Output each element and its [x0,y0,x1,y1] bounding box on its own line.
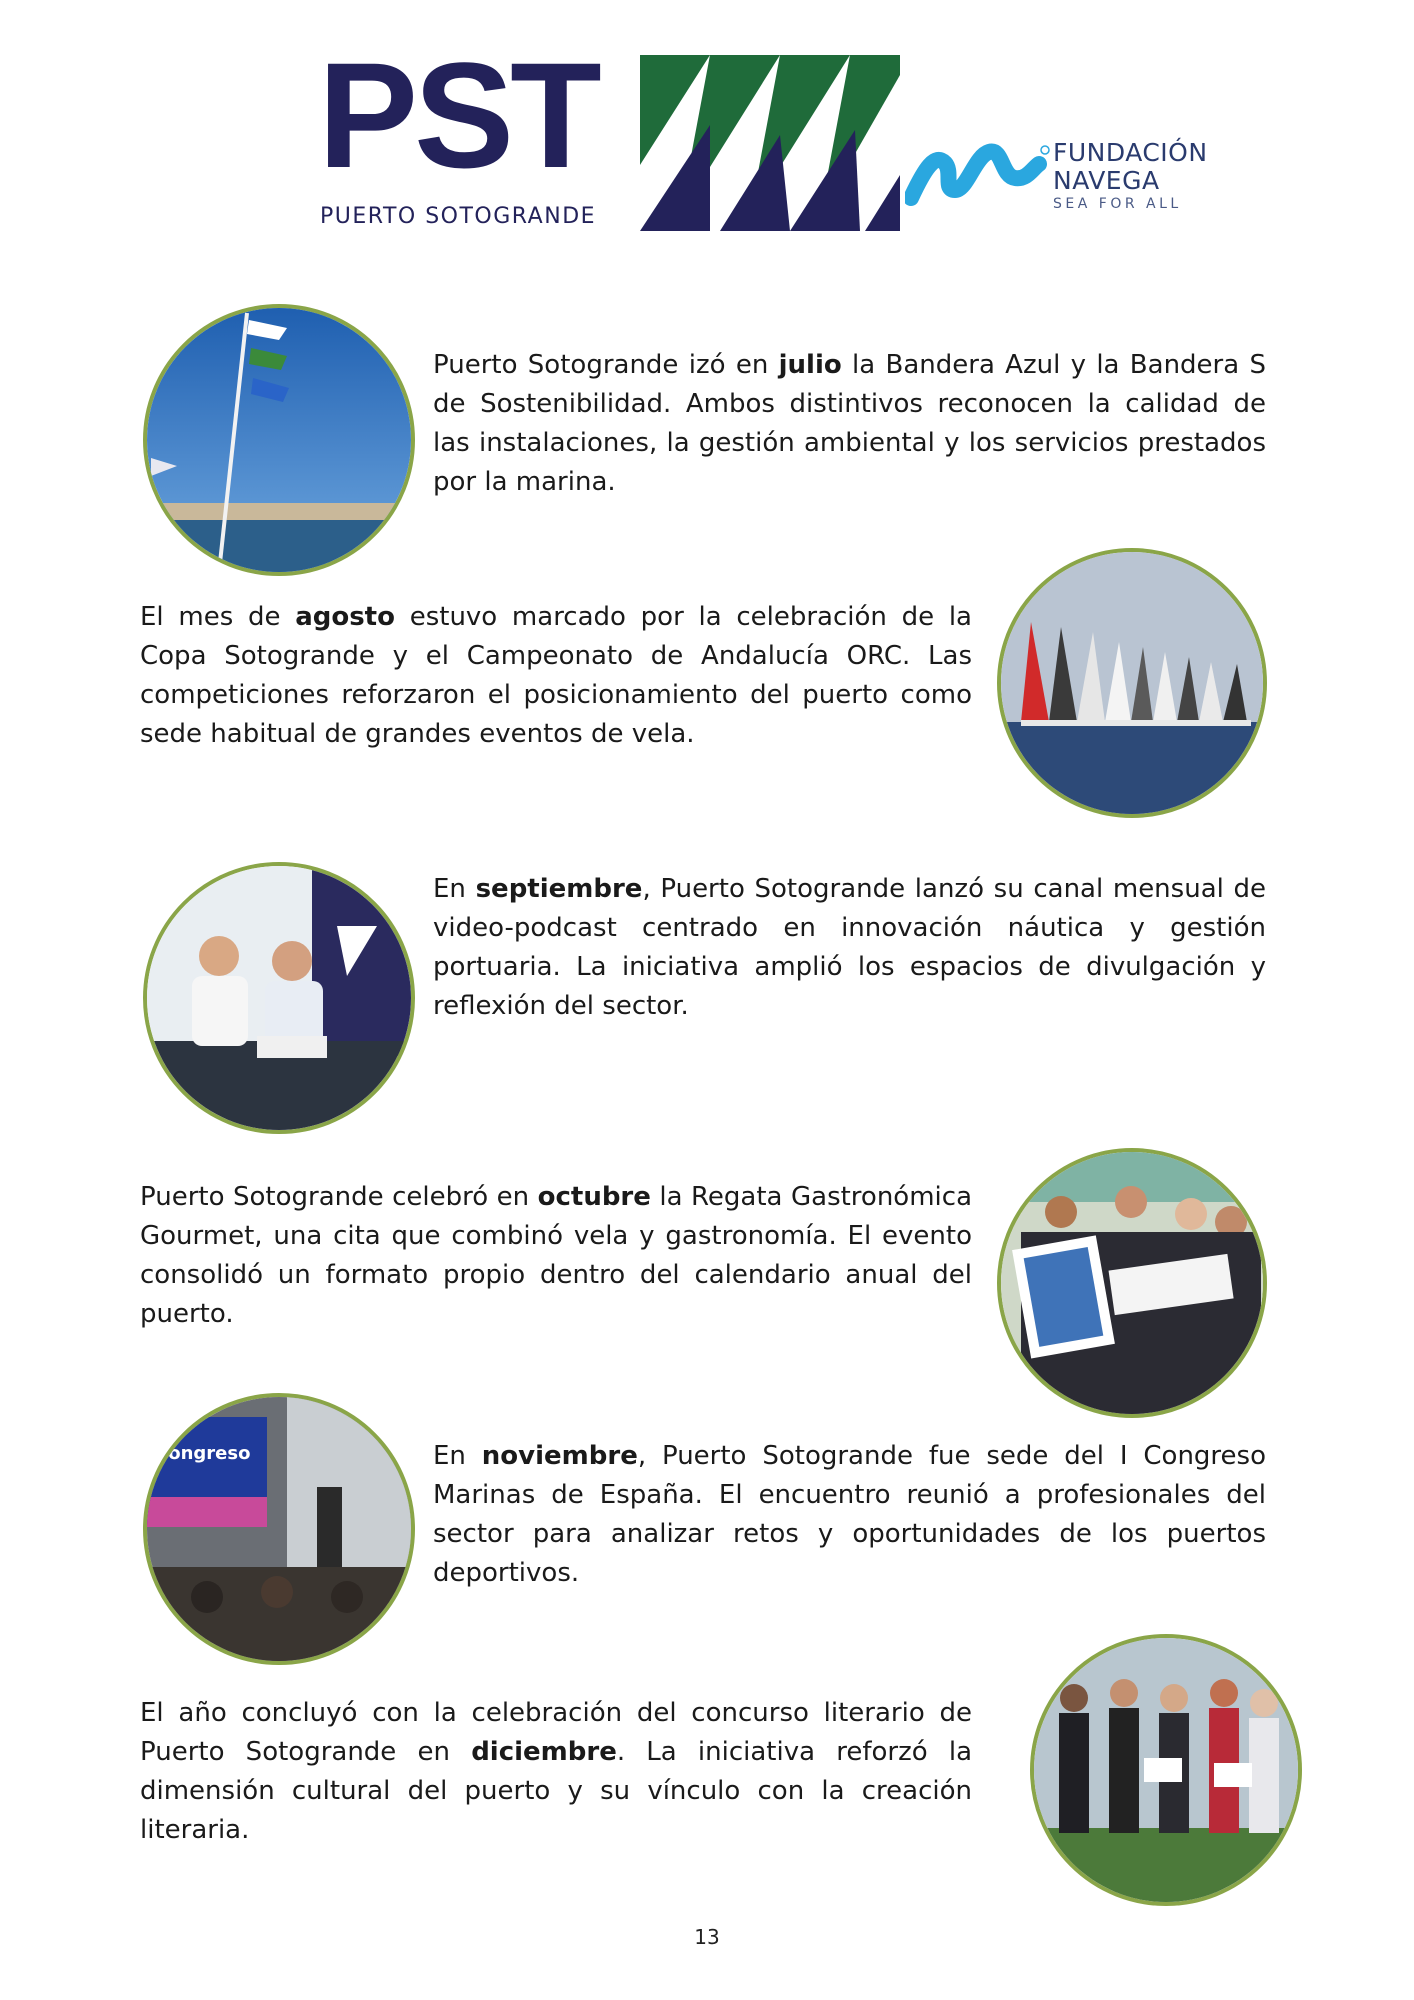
award-photo [997,1148,1267,1418]
congress-photo [143,1393,415,1665]
section-diciembre-text: El año concluyó con la celebración del concurso literario de Puerto Sotogrande en diciembre. La iniciativa reforzó la dimensión cultural del puerto y su vínculo con la creación literaria. [140,1698,972,1845]
month-octubre: octubre [537,1182,651,1212]
month-julio: julio [778,350,842,380]
month-agosto: agosto [295,602,395,632]
pst-logo-subtitle: PUERTO SOTOGRANDE [320,204,597,229]
section-agosto-text: El mes de agosto estuvo marcado por la celebración de la Copa Sotogrande y el Campeonato de Andalucía ORC. Las competiciones reforzaron el posicionamiento del puerto como sede habitual de grandes eventos de vela. [140,602,972,749]
podcast-photo [143,862,415,1134]
section-octubre-text: Puerto Sotogrande celebró en octubre la Regata Gastronómica Gourmet, una cita que combinó vela y gastronomía. El evento consolidó un formato propio dentro del calendario anual del puerto. [140,1182,972,1329]
congress-screen-text: Congreso [155,1443,251,1464]
fundacion-label: FUNDACIÓN [1053,138,1208,167]
navega-label: NAVEGA [1053,166,1160,195]
literary-photo [1030,1634,1302,1906]
month-noviembre: noviembre [481,1441,638,1471]
navega-wave-logo [905,128,1050,210]
sea-for-all-label: SEA FOR ALL [1053,196,1182,212]
month-diciembre: diciembre [471,1737,617,1767]
pst-stripes-logo [640,55,900,231]
month-septiembre: septiembre [475,874,643,904]
section-julio-text: Puerto Sotogrande izó en julio la Bandera Azul y la Bandera S de Sostenibilidad. Ambos distintivos reconocen la calidad de las instalaciones, la gestión ambiental y los servicios prestados por la marina. [433,350,1266,497]
page-number: 13 [694,1925,720,1949]
section-noviembre-text: En noviembre, Puerto Sotogrande fue sede del I Congreso Marinas de España. El encuentro reunió a profesionales del sector para analizar retos y oportunidades de los puertos deportivos. [433,1441,1267,1588]
pst-logo-letters: PST [318,31,598,199]
regatta-photo [997,548,1267,818]
fundacion-navega-logo-text [1053,138,1233,213]
flags-photo [143,304,415,576]
section-septiembre-text: En septiembre, Puerto Sotogrande lanzó su canal mensual de video-podcast centrado en innovación náutica y gestión portuaria. La iniciativa amplió los espacios de divulgación y reflexión del sector. [433,874,1267,1021]
